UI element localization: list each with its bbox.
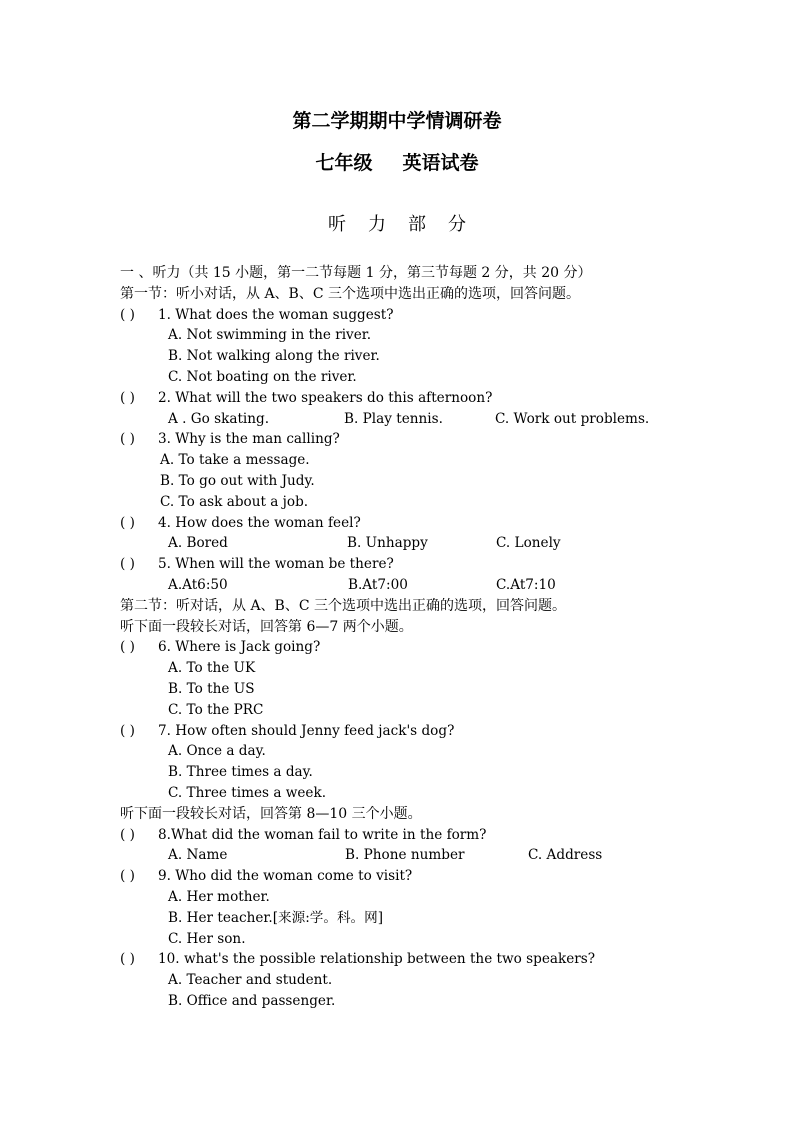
- question-1: [120, 305, 680, 326]
- option-b: B. Not walking along the river.: [168, 348, 380, 365]
- question-text: 7. How often should Jenny feed jack's dog?: [158, 722, 455, 739]
- answer-bracket: ( ): [120, 868, 135, 885]
- option-c: C. Work out problems.: [495, 410, 650, 427]
- answer-bracket: ( ): [120, 431, 135, 448]
- option-b: B.At7:00: [348, 576, 408, 593]
- option-c: C. Three times a week.: [168, 784, 327, 801]
- exam-subtitle: [0, 148, 794, 175]
- answer-bracket: ( ): [120, 514, 135, 531]
- option-c: C. To ask about a job.: [160, 493, 309, 510]
- question-5: [120, 554, 680, 575]
- option-b: B. To the US: [168, 680, 255, 697]
- question-text: 10. what's the possible relationship between the two speakers?: [158, 951, 596, 968]
- options-row: [120, 533, 680, 554]
- option-a: A. Not swimming in the river.: [168, 327, 372, 344]
- question-7: [120, 721, 680, 742]
- option-a: A.At6:50: [168, 576, 228, 593]
- answer-bracket: ( ): [120, 722, 135, 739]
- question-text: 3. Why is the man calling?: [158, 431, 340, 448]
- option-b: B. Phone number: [345, 847, 465, 864]
- option-a: A. To the UK: [168, 660, 256, 677]
- option-c: C.At7:10: [496, 576, 556, 593]
- grade-label: 七年级: [315, 152, 373, 174]
- exam-title: 第二学期期中学情调研卷: [292, 110, 502, 132]
- option-b: B. To go out with Judy.: [160, 472, 315, 489]
- sub-section-1: 第一节：听小对话，从 A、B、C 三个选项中选出正确的选项，回答问题。: [120, 285, 581, 302]
- question-text: 8.What did the woman fail to write in the form?: [158, 826, 487, 843]
- question-text: 2. What will the two speakers do this afternoon?: [158, 389, 493, 406]
- question-9: [120, 866, 680, 887]
- option-b: B. Unhappy: [347, 535, 428, 552]
- option-b: B. Office and passenger.: [168, 992, 336, 1009]
- option-c: C. Not boating on the river.: [168, 368, 357, 385]
- option-b: B. Three times a day.: [168, 764, 313, 781]
- option-a: A. Name: [168, 847, 228, 864]
- answer-bracket: ( ): [120, 556, 135, 573]
- option-c: C. To the PRC: [168, 701, 264, 718]
- option-a: A. Her mother.: [168, 888, 270, 905]
- option-a: A . Go skating.: [168, 410, 270, 427]
- answer-bracket: ( ): [120, 306, 135, 323]
- question-3: [120, 429, 680, 450]
- question-text: 9. Who did the woman come to visit?: [158, 868, 413, 885]
- question-text: 5. When will the woman be there?: [158, 556, 394, 573]
- answer-bracket: ( ): [120, 389, 135, 406]
- sub-section-2: 第二节：听对话，从 A、B、C 三个选项中选出正确的选项，回答问题。: [120, 597, 567, 614]
- section-title: 听力部分: [328, 214, 488, 235]
- option-a: A. Once a day.: [168, 743, 266, 760]
- dialogue-intro-6-7: 听下面一段较长对话，回答第 6—7 两个小题。: [120, 618, 413, 635]
- option-c: C. Her son.: [168, 930, 246, 947]
- question-text: 4. How does the woman feel?: [158, 514, 361, 531]
- option-b: B. Her teacher.[来源:学。科。网]: [168, 909, 384, 926]
- option-a: A. Teacher and student.: [168, 972, 333, 989]
- options-row: [120, 575, 680, 596]
- option-a: A. Bored: [168, 535, 228, 552]
- question-text: 6. Where is Jack going?: [158, 639, 321, 656]
- question-4: [120, 513, 680, 534]
- dialogue-intro-8-10: 听下面一段较长对话，回答第 8—10 三个小题。: [120, 805, 422, 822]
- part-heading: 一 、听力（共 15 小题，第一二节每题 1 分，第三节每题 2 分，共 20 分）: [120, 265, 592, 281]
- question-text: 1. What does the woman suggest?: [158, 306, 394, 323]
- option-b: B. Play tennis.: [344, 410, 443, 427]
- option-c: C. Address: [528, 847, 603, 864]
- option-c: C. Lonely: [496, 535, 561, 552]
- question-8: [120, 825, 680, 846]
- options-row: [120, 845, 680, 866]
- questions-body: [120, 263, 680, 1012]
- options-row: [120, 409, 680, 430]
- answer-bracket: ( ): [120, 951, 135, 968]
- answer-bracket: ( ): [120, 826, 135, 843]
- question-10: [120, 949, 680, 970]
- option-a: A. To take a message.: [160, 452, 310, 469]
- subject-label: 英语试卷: [402, 152, 479, 174]
- answer-bracket: ( ): [120, 639, 135, 656]
- question-2: [120, 388, 680, 409]
- question-6: [120, 637, 680, 658]
